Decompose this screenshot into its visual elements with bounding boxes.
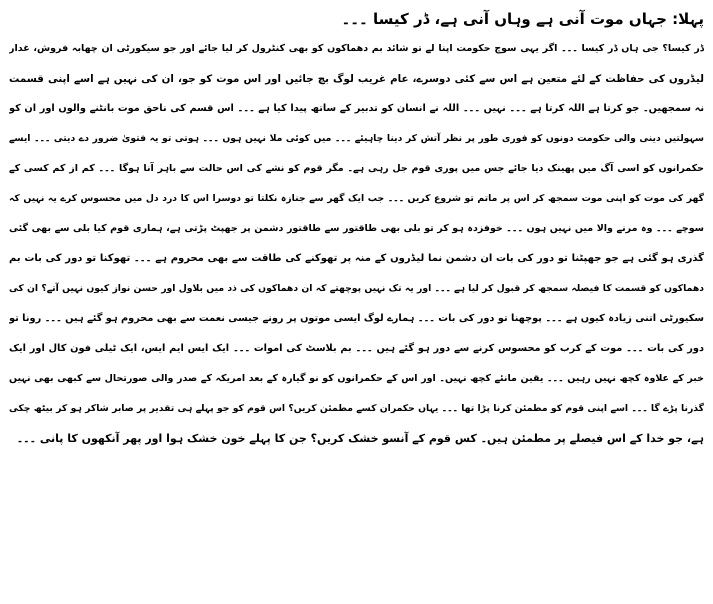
text-line: سہولتیں دینی والی حکومت دونوں کو فوری طور پر نظر آتش کر دینا چاہیئے ۔۔۔ میں کوئی ملا نہیں ہوں ۔۔۔ ہوتی تو یہ فتویٰ ضرور دے دیتی ۔۔۔ ایسے: [9, 133, 704, 144]
text-line: دور کی بات ۔۔۔ موت کے کرب کو محسوس کرنے سے دور ہو گئے ہیں ۔۔۔ بم بلاسٹ کی اموات ۔۔۔ ایک ایس ایم ایس، ایک ٹیلی فون کال اور ایک: [9, 343, 704, 354]
text-line: خبر کے علاوہ کچھ نہیں رہیں ۔۔۔ یقین مانئے کچھ نہیں۔ اور اس کے حکمرانوں کو نو گیارہ کے بعد امریکہ کے صدر والی صورتحال سے کبھی بھی نہیں: [9, 373, 704, 384]
text-line: گذری ہو گئی ہے جو جھپٹنا تو دور کی بات ان دشمن نما لیڈروں کے منہ پر تھوکنے کی طاقت سے بھی محروم ہے ۔۔۔ تھوکنا تو دور کی بات بم: [9, 253, 704, 264]
text-line: سوچے ۔۔۔ وہ مرنے والا میں نہیں ہوں ۔۔۔ خوفزدہ ہو کر تو بلی بھی طاقتور سے طاقتور دشمن پر جھپٹ پڑتی ہے، ہماری قوم کیا بلی سے بھی گئی: [9, 223, 704, 234]
text-line: گھر کی موت کو اپنی موت سمجھ کر اس پر ماتم تو شروع کریں ۔۔۔ جب ایک گھر سے جنازہ نکلتا تو دوسرا اس کا درد دل میں محسوس کرے یہ نہیں کہ: [9, 193, 704, 204]
text-line: گذرنا پڑے گا ۔۔۔ اسے اپنی قوم کو مطمئن کرنا پڑا تھا ۔۔۔ یہاں حکمران کسے مطمئن کریں؟ اس قوم کو جو پہلے ہی تقدیر پر صابر شاکر ہو کر بیٹھ چکی: [9, 403, 704, 414]
text-line: دھماکوں کو قسمت کا فیصلہ سمجھ کر قبول کر لیا ہے ۔۔۔ اور یہ تک نہیں پوچھتے کہ ان دھماکوں کی ذد میں بلاول اور حسن نواز کیوں نہیں آتے؟ ان کی: [9, 283, 704, 294]
text-line: حکمرانوں کو اسی آگ میں پھینک دیا جائے جس میں پوری قوم جل رہی ہے۔ مگر قوم کو نشے کی اس حالت سے باہر آنا ہوگا ۔۔۔ کم از کم کسی کے: [9, 163, 704, 174]
text-line: نہ سمجھیں۔ جو کرتا ہے اللہ کرتا ہے ۔۔۔ نہیں ۔۔۔ اللہ نے انسان کو تدبیر کے ساتھ پیدا کیا ہے ۔۔۔ اس قسم کی ناحق موت بانٹنے والوں اور ان کو: [9, 103, 704, 114]
article-heading: پہلا: جہاں موت آنی ہے وہاں آنی ہے، ڈر کیسا ۔۔۔: [341, 10, 704, 28]
text-line: ڈر کیسا؟ جی ہاں ڈر کیسا ۔۔۔ اگر یہی سوچ حکومت اپنا لے تو شائد بم دھماکوں کو بھی کنٹرول کر لیا جائے اور جو سیکورٹی ان چھابہ فروش، غدار: [9, 43, 704, 54]
text-line: ہے، جو خدا کے اس فیصلے پر مطمئن ہیں۔ کس قوم کے آنسو خشک کریں؟ جن کا پہلے خون خشک ہوا اور پھر آنکھوں کا پانی ۔۔۔: [16, 432, 704, 445]
text-line: سکیورٹی اتنی زیادہ کیوں ہے ۔۔۔ پوچھنا تو دور کی بات ۔۔۔ ہمارے لوگ ایسی موتوں پر رونے جیسی نعمت سے بھی محروم ہو گئے ہیں ۔۔۔ رونا تو: [9, 313, 704, 324]
text-line: لیڈروں کی حفاظت کے لئے متعین ہے اس سے کئی دوسرے، عام غریب لوگ بچ جائیں اور اس موت کو جو، ان کی نہیں ہے اسے اپنی قسمت: [9, 73, 704, 85]
